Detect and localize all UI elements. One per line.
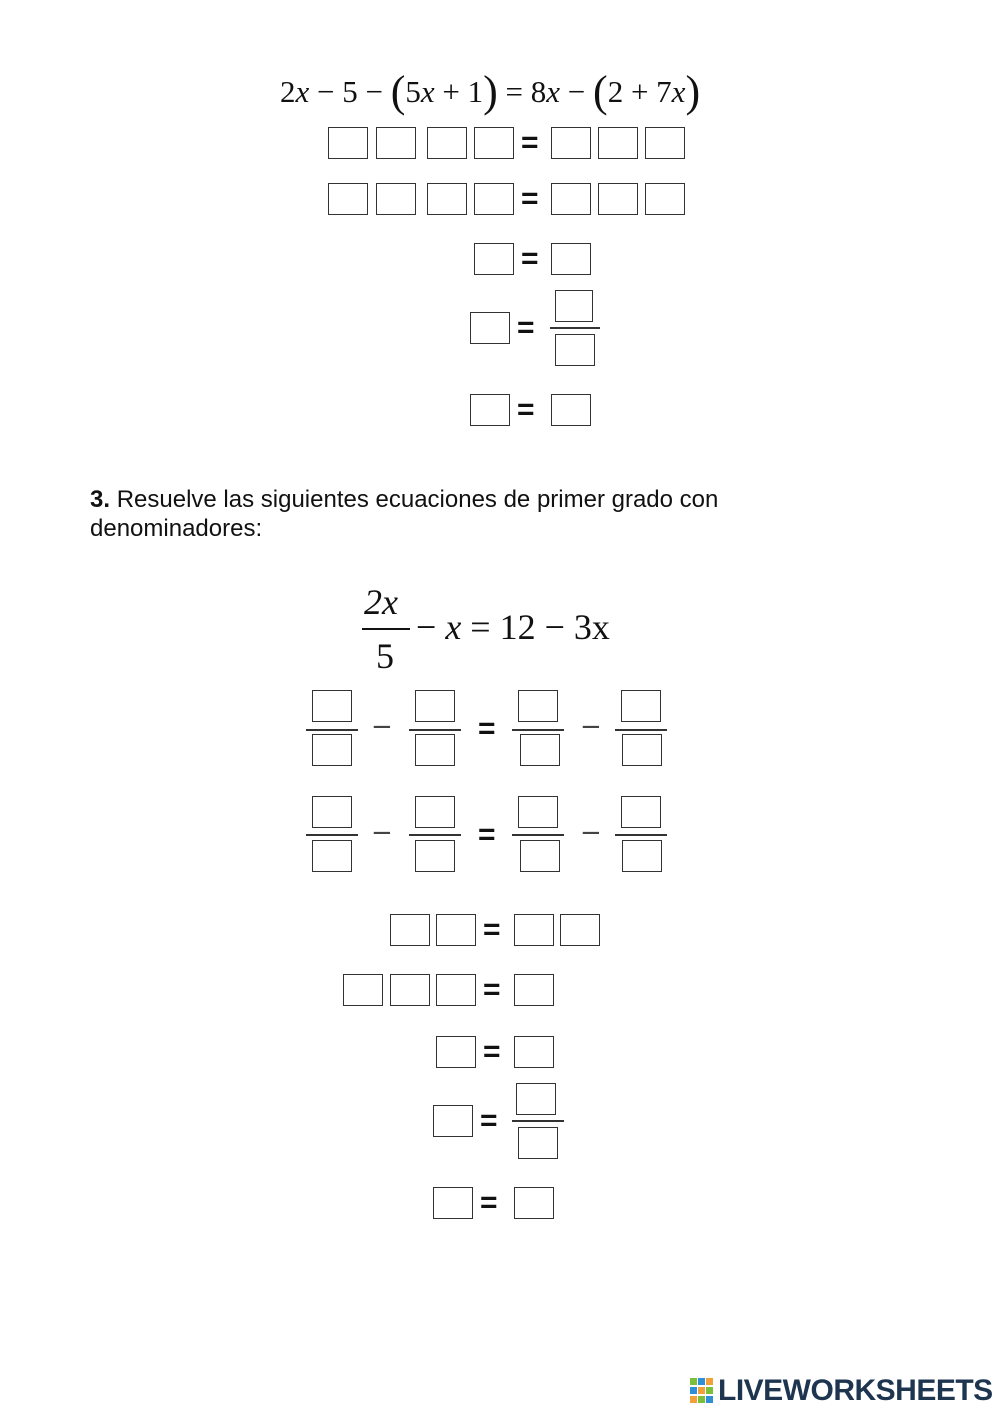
numerator-box[interactable] xyxy=(621,690,661,722)
fraction-bar xyxy=(512,1120,564,1122)
exercise3-instruction xyxy=(90,485,850,543)
fraction-bar xyxy=(615,834,667,836)
fraction-bar xyxy=(512,729,564,731)
answer-box[interactable] xyxy=(645,183,685,215)
minus-sign: − xyxy=(580,712,602,742)
answer-box[interactable] xyxy=(433,1105,473,1137)
denominator-box[interactable] xyxy=(312,840,352,872)
denominator-box[interactable] xyxy=(622,734,662,766)
equals-sign: = xyxy=(521,242,539,275)
exercise-number: 3. xyxy=(90,486,111,513)
equals-sign: = xyxy=(521,182,539,215)
equation-denominator: 5 xyxy=(376,636,394,676)
answer-box[interactable] xyxy=(436,974,476,1006)
numerator-box[interactable] xyxy=(555,290,593,322)
answer-box[interactable] xyxy=(390,974,430,1006)
numerator-box[interactable] xyxy=(312,796,352,828)
fraction-bar xyxy=(409,834,461,836)
fraction-bar xyxy=(409,729,461,731)
numerator-box[interactable] xyxy=(516,1083,556,1115)
equals-sign: = xyxy=(480,1104,498,1137)
equals-sign: = xyxy=(521,126,539,159)
numerator-box[interactable] xyxy=(518,690,558,722)
minus-sign: − xyxy=(371,818,393,848)
answer-box[interactable] xyxy=(328,127,368,159)
denominator-box[interactable] xyxy=(520,734,560,766)
numerator-box[interactable] xyxy=(415,796,455,828)
answer-box[interactable] xyxy=(474,127,514,159)
numerator-box[interactable] xyxy=(415,690,455,722)
equals-sign: = xyxy=(480,1186,498,1219)
answer-box[interactable] xyxy=(514,974,554,1006)
answer-box[interactable] xyxy=(514,914,554,946)
answer-box[interactable] xyxy=(560,914,600,946)
numerator-box[interactable] xyxy=(312,690,352,722)
answer-box[interactable] xyxy=(376,183,416,215)
answer-box[interactable] xyxy=(390,914,430,946)
denominator-box[interactable] xyxy=(555,334,595,366)
minus-sign: − xyxy=(580,818,602,848)
answer-box[interactable] xyxy=(376,127,416,159)
answer-box[interactable] xyxy=(436,914,476,946)
equals-sign: = xyxy=(517,393,535,426)
fraction-bar xyxy=(306,729,358,731)
answer-box[interactable] xyxy=(470,394,510,426)
liveworksheets-logo-icon xyxy=(690,1378,714,1404)
answer-box[interactable] xyxy=(436,1036,476,1068)
denominator-box[interactable] xyxy=(520,840,560,872)
answer-box[interactable] xyxy=(474,183,514,215)
answer-box[interactable] xyxy=(343,974,383,1006)
equals-sign: = xyxy=(483,913,501,946)
equation-rest: − x = 12 − 3x xyxy=(416,607,610,647)
fraction-bar xyxy=(550,327,600,329)
denominator-box[interactable] xyxy=(312,734,352,766)
answer-box[interactable] xyxy=(598,183,638,215)
answer-box[interactable] xyxy=(427,183,467,215)
numerator-box[interactable] xyxy=(621,796,661,828)
denominator-box[interactable] xyxy=(415,840,455,872)
equals-sign: = xyxy=(483,973,501,1006)
fraction-bar xyxy=(306,834,358,836)
equation-fraction-bar xyxy=(362,628,410,630)
minus-sign: − xyxy=(371,712,393,742)
equals-sign: = xyxy=(483,1035,501,1068)
instruction-text: Resuelve las siguientes ecuaciones de primer grado con denominadores: xyxy=(90,486,719,542)
equals-sign: = xyxy=(478,712,496,745)
fraction-bar xyxy=(512,834,564,836)
answer-box[interactable] xyxy=(514,1187,554,1219)
answer-box[interactable] xyxy=(470,312,510,344)
answer-box[interactable] xyxy=(551,394,591,426)
answer-box[interactable] xyxy=(551,127,591,159)
exercise2-equation: 2x − 5 − (5x + 1) = 8x − (2 + 7x) xyxy=(280,67,701,116)
fraction-bar xyxy=(615,729,667,731)
denominator-box[interactable] xyxy=(518,1127,558,1159)
answer-box[interactable] xyxy=(328,183,368,215)
numerator-box[interactable] xyxy=(518,796,558,828)
answer-box[interactable] xyxy=(645,127,685,159)
answer-box[interactable] xyxy=(551,183,591,215)
equation-numerator: 2x xyxy=(364,582,398,622)
logo-text: LIVEWORKSHEETS xyxy=(718,1374,993,1407)
equals-sign: = xyxy=(517,311,535,344)
answer-box[interactable] xyxy=(598,127,638,159)
equals-sign: = xyxy=(478,818,496,851)
answer-box[interactable] xyxy=(474,243,514,275)
answer-box[interactable] xyxy=(427,127,467,159)
denominator-box[interactable] xyxy=(415,734,455,766)
answer-box[interactable] xyxy=(551,243,591,275)
answer-box[interactable] xyxy=(433,1187,473,1219)
answer-box[interactable] xyxy=(514,1036,554,1068)
liveworksheets-logo xyxy=(690,1374,993,1408)
denominator-box[interactable] xyxy=(622,840,662,872)
